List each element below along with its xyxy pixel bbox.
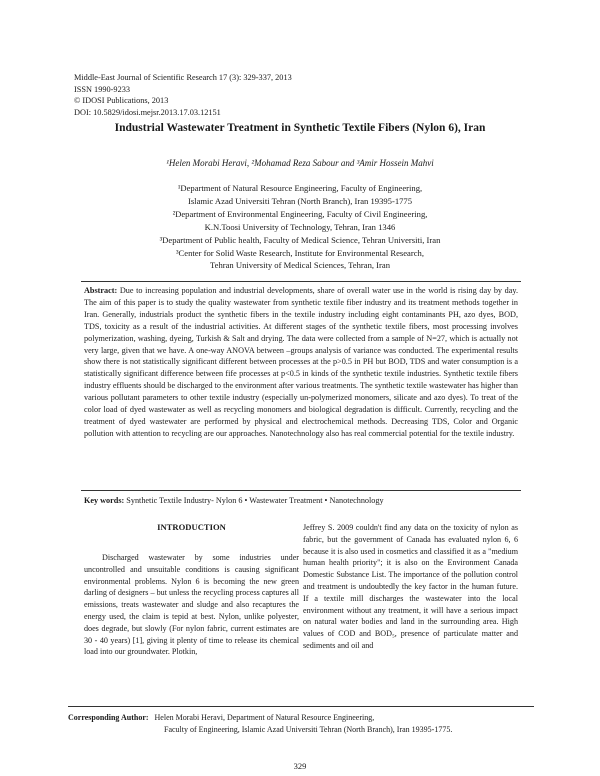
journal-header (74, 72, 292, 118)
affiliation-line: ³Center for Solid Waste Research, Institute for Environmental Research, (175, 247, 424, 258)
issn: ISSN 1990-9233 (74, 84, 131, 94)
affiliation-line: ³Department of Public health, Faculty of Medical Science, Tehran Universiti, Iran (159, 234, 441, 245)
intro-right-column (303, 522, 518, 652)
corresponding-author (68, 712, 538, 736)
corresponding-author-line2: Faculty of Engineering, Islamic Azad Universiti Tehran (North Branch), Iran 19395-1775. (164, 725, 453, 734)
affiliation-line: ²Department of Environmental Engineering, Faculty of Civil Engineering, (172, 208, 428, 219)
abstract-top-rule (81, 281, 521, 282)
abstract-label: Abstract: (84, 286, 118, 295)
affiliation-line: Islamic Azad Universiti Tehran (North Branch), Iran 19395-1775 (187, 195, 413, 206)
section-heading-introduction: INTRODUCTION (157, 522, 226, 532)
page-number: 329 (293, 761, 307, 771)
corresponding-author-line1: Helen Morabi Heravi, Department of Natural Resource Engineering, (154, 713, 375, 722)
intro-paragraph: Discharged wastewater by some industries under uncontrolled and unsuitable conditions is causing significant environmental problems. Nylon 6 is becoming the new green darling of designers – but unless the recycling process captures all emissions, treats wastewater and sludge and also recaptures the energy used, the claim is tepid at best. Nylon, unlike polyester, does degrade, but slowly (For nylon fabric, current estimates are 30 - 40 years) [1], giving it plenty of time to release its chemical load into our groundwater. Plotkin, (84, 553, 299, 657)
copyright: © IDOSI Publications, 2013 (74, 96, 169, 106)
doi: DOI: 10.5829/idosi.mejsr.2013.17.03.12151 (74, 107, 221, 117)
abstract-text: Due to increasing population and industrial developments, share of overall water use in the world is rising day by day. The aim of this paper is to study the quality wastewater from synthetic textile fiber industry and its treatment methods together in Iran. Generally, industrials product the synthetic fibers in the textile industry including eight contaminants PH, azo dyes, BOD, TDS, toxicity as a result of the industrial activities. At different stages of the synthetic textile fibers, most processing involves polymerization, washing, dyeing, Turkish & Salt and drying. The data were collected from a sample of N=27, which is actually not very large, given that we have. A one-way ANOVA between –groups analysis of variance was conducted. The experimental results show there is not statistically significant different between processes at the p>0.5 in PH but BOD, TDS and water consumption is a statistically significant difference between fife processes at p<0.5 in kinds of the synthetic textile industries. Synthetic textile fibers industry effluents should be discharged to the environment after various treatments. The synthetic textile wastewater has higher than various pollutant parameters to other textile industry (especially un-polymerized monomers, silicate and azo dyes). To treat of the color load of dyed wastewater as well as recycling monomers and biological degradation is difficult. Currently, recycling and the treatment of dyed wastewater are performed by physical and electrochemical methods. Decreasing TDS, Color and Organic pollution with attention to recycling are our approaches. Nanotechnology also has real commercial potential for the textile industry. (84, 286, 519, 438)
keywords (84, 496, 518, 505)
journal-citation: Middle-East Journal of Scientific Research 17 (3): 329-337, 2013 (74, 73, 292, 82)
author-list: ¹Helen Morabi Heravi, ²Mohamad Reza Sabour and ³Amir Hossein Mahvi (166, 158, 434, 168)
intro-paragraph-continued: Jeffrey S. 2009 couldn't find any data on the toxicity of nylon as fabric, but the government of Canada has evaluated nylon 6, 6 because it is also used in cosmetics and classified it as a "medium human health priority"; it is also on the Environment Canada Domestic Substance List. The importance of the pollution control and treatment is undoubtedly the key factor in the human future. If a textile mill discharges the wastewater into the local environment without any treatment, it will have a serious impact on natural water bodies and land in the surrounding area. High values of COD and BOD₅, presence of particulate matter and sediments and oil and (303, 523, 518, 650)
keywords-label: Key words: (84, 496, 125, 505)
footnote-rule (68, 706, 534, 707)
paper-title: Industrial Wastewater Treatment in Synthetic Textile Fibers (Nylon 6), Iran (114, 122, 486, 134)
affiliation-line: Tehran University of Medical Sciences, Tehran, Iran (210, 260, 390, 271)
affiliation-line: ¹Department of Natural Resource Engineering, Faculty of Engineering, (177, 183, 423, 193)
abstract (84, 285, 518, 440)
corresponding-author-label: Corresponding Author: (68, 713, 149, 722)
keywords-text: Synthetic Textile Industry- Nylon 6 • Wastewater Treatment • Nanotechnology (126, 496, 384, 505)
intro-left-column (84, 552, 299, 658)
affiliations (120, 182, 480, 272)
affiliation-line: K.N.Toosi University of Technology, Tehran, Iran 1346 (204, 221, 396, 232)
abstract-bottom-rule (81, 490, 521, 491)
